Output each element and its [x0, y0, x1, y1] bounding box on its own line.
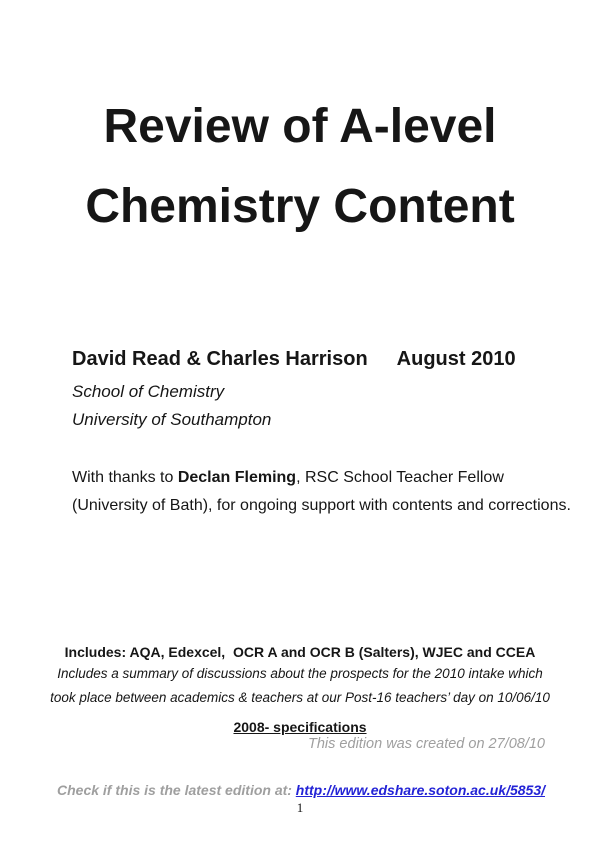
acknowledged-person-name: Declan Fleming [177, 469, 297, 486]
affiliation-department: School of Chemistry [72, 382, 225, 401]
acknowledgement-suffix: , RSC School Teacher Fellow (University of Bath), for ongoing support with contents and corrections. [72, 469, 571, 514]
author-line [72, 348, 516, 371]
latest-edition-row [57, 782, 545, 798]
affiliation [72, 378, 271, 434]
summary-note [0, 662, 600, 709]
edition-created-note: This edition was created on 27/08/10 [308, 736, 545, 752]
edition-url-link[interactable]: http://www.edshare.soton.ac.uk/5853/ [295, 782, 545, 798]
page-number: 1 [296, 800, 304, 815]
specifications-boards-line: Includes: AQA, Edexcel, OCR A and OCR B (Salters), WJEC and CCEA [64, 644, 536, 660]
document-title [0, 87, 600, 247]
summary-note-line-2: took place between academics & teachers at our Post-16 teachers’ day on 10/06/10 [50, 689, 550, 705]
author-names: David Read & Charles Harrison [72, 348, 368, 370]
acknowledgement-paragraph [72, 464, 574, 519]
title-line-2: Chemistry Content [85, 180, 515, 233]
title-line-1: Review of A-level [103, 100, 497, 153]
publication-date: August 2010 [396, 348, 516, 370]
affiliation-university: University of Southampton [72, 410, 272, 429]
acknowledgement-prefix: With thanks to [72, 469, 178, 486]
latest-edition-label: Check if this is the latest edition at: [57, 782, 292, 798]
specifications-year-line: 2008- specifications [233, 719, 367, 735]
summary-note-line-1: Includes a summary of discussions about the prospects for the 2010 intake which [57, 666, 543, 681]
